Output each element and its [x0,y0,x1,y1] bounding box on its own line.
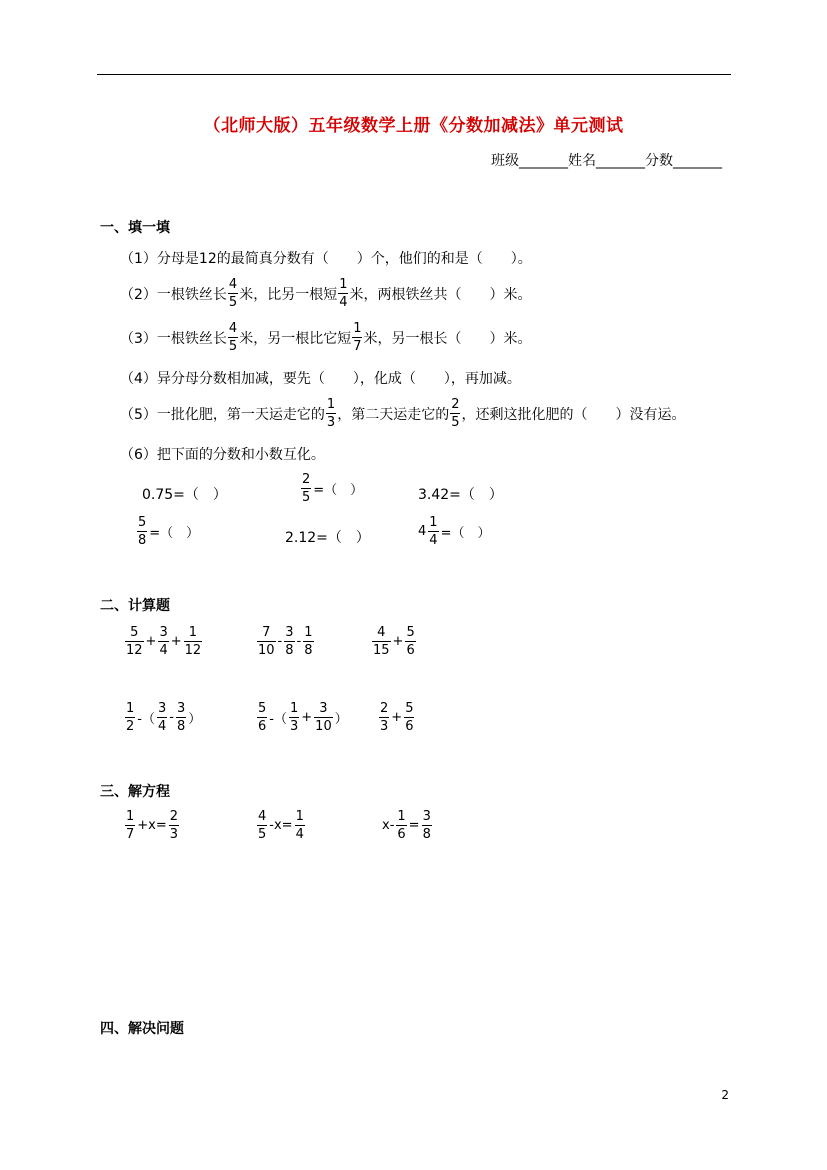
equation-3: x- $\frac{1}{6}$ = $\frac{3}{8}$ [382,809,431,842]
fraction: $\frac{2}{5}$ [451,397,460,430]
conversion-e: 2.12=（ ） [285,530,370,546]
equation-2: $\frac{4}{5}$ -x= $\frac{1}{4}$ [258,809,304,842]
conversion-b: $\frac{2}{5}$ =（ ） [302,472,364,505]
conversion-f: 4 $\frac{1}{4}$ =（ ） [418,515,491,548]
student-info-line: 班级_______姓名_______分数_______ [491,153,722,169]
section-calculation: 二、计算题 [100,598,170,614]
conversion-d: $\frac{5}{8}$ =（ ） [138,515,200,548]
conversion-c: 3.42=（ ） [418,487,503,503]
calc-3: $\frac{4}{15}$ + $\frac{5}{6}$ [373,625,415,658]
fraction: $\frac{1}{7}$ [353,321,362,354]
page-title: （北师大版）五年级数学上册《分数加减法》单元测试 [203,116,624,136]
page-number: 2 [721,1088,729,1102]
fraction: $\frac{1}{3}$ [326,397,336,430]
fraction: $\frac{1}{4}$ [339,277,348,310]
section-equations: 三、解方程 [100,784,170,800]
calc-1: $\frac{5}{12}$ + $\frac{3}{4}$ + $\frac{1}{12}$ [126,625,202,658]
calc-2: $\frac{7}{10}$ - $\frac{3}{8}$ - $\frac{1}{8}$ [258,625,313,658]
section-fill-in: 一、填一填 [100,220,170,236]
equation-1: $\frac{1}{7}$ +x= $\frac{2}{3}$ [126,809,179,842]
question-5: （5）一批化肥，第一天运走它的 $\frac{1}{3}$ ，第二天运走它的 $\frac{2}{5}$ ，还剩这批化肥的（ ）没有运。 [120,397,686,430]
calc-4: $\frac{1}{2}$ -（ $\frac{3}{4}$ - $\frac{3}{8}$ ） [126,701,202,734]
question-6: （6）把下面的分数和小数互化。 [120,447,325,463]
question-4: （4）异分母分数相加减，要先（ ），化成（ ），再加减。 [120,371,521,387]
question-1: （1）分母是12的最简真分数有（ ）个，他们的和是（ ）。 [120,251,532,267]
fraction: $\frac{4}{5}$ [228,321,238,354]
section-word-problems: 四、解决问题 [100,1021,184,1037]
header-rule [97,74,731,75]
calc-5: $\frac{5}{6}$ -（ $\frac{1}{3}$ + $\frac{3}{10}$ ） [258,701,348,734]
fraction: $\frac{4}{5}$ [228,277,238,310]
conversion-a: 0.75=（ ） [142,487,227,503]
calc-6: $\frac{2}{3}$ + $\frac{5}{6}$ [380,701,414,734]
question-3: （3）一根铁丝长 $\frac{4}{5}$ 米，另一根比它短 $\frac{1}{7}$ 米，另一根长（ ）米。 [120,321,532,354]
question-2: （2）一根铁丝长 $\frac{4}{5}$ 米，比另一根短 $\frac{1}{4}$ 米，两根铁丝共（ ）米。 [120,277,532,310]
